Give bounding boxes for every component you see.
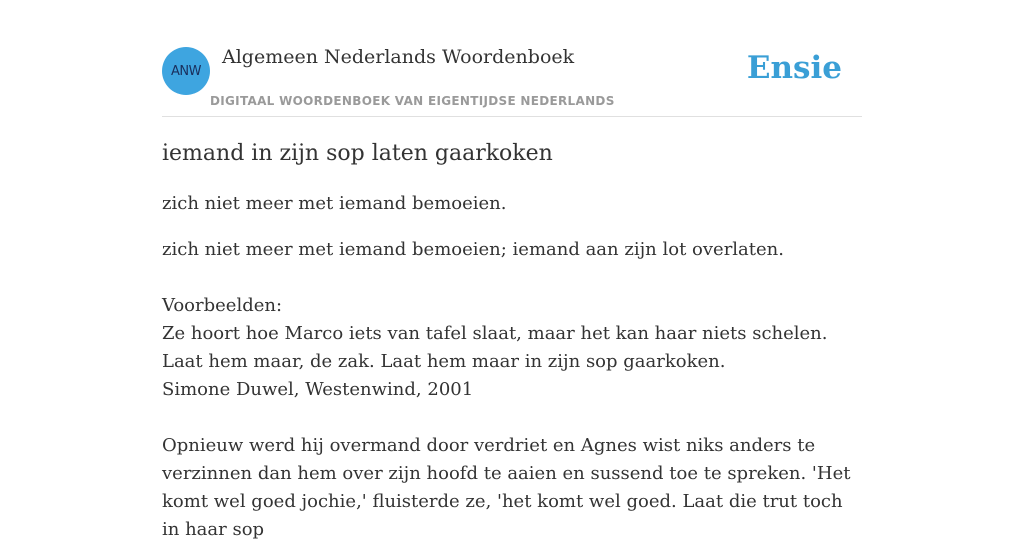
example-source: Simone Duwel, Westenwind, 2001 <box>162 379 474 400</box>
logo-text: ANW <box>171 63 201 79</box>
example-text: Ze hoort hoe Marco iets van tafel slaat, maar het kan haar niets schelen. Laat hem maar, de zak. Laat hem maar in zijn sop gaarkoken. <box>162 323 828 372</box>
long-definition: zich niet meer met iemand bemoeien; iemand aan zijn lot overlaten. <box>162 239 784 260</box>
examples-list <box>162 320 862 544</box>
example-item <box>162 432 862 544</box>
short-definition: zich niet meer met iemand bemoeien. <box>162 193 507 214</box>
entry-content <box>162 138 862 544</box>
site-title[interactable]: Algemeen Nederlands Woordenboek <box>222 46 575 68</box>
examples-label: Voorbeelden: <box>162 295 283 316</box>
site-subtitle: DIGITAAL WOORDENBOEK VAN EIGENTIJDSE NEDERLANDS <box>210 94 615 108</box>
site-header <box>162 0 862 117</box>
example-text: Opnieuw werd hij overmand door verdriet en Agnes wist niks anders te verzinnen dan hem over zijn hoofd te aaien en sussend toe te spreken. 'Het komt wel goed jochie,' fluisterde ze, 'het komt wel goed. Laat die trut toch in haar sop <box>162 435 851 540</box>
anw-logo[interactable] <box>162 47 210 95</box>
entry-title: iemand in zijn sop laten gaarkoken <box>162 141 553 166</box>
example-item <box>162 320 862 404</box>
ensie-logo[interactable]: Ensie <box>746 50 842 86</box>
